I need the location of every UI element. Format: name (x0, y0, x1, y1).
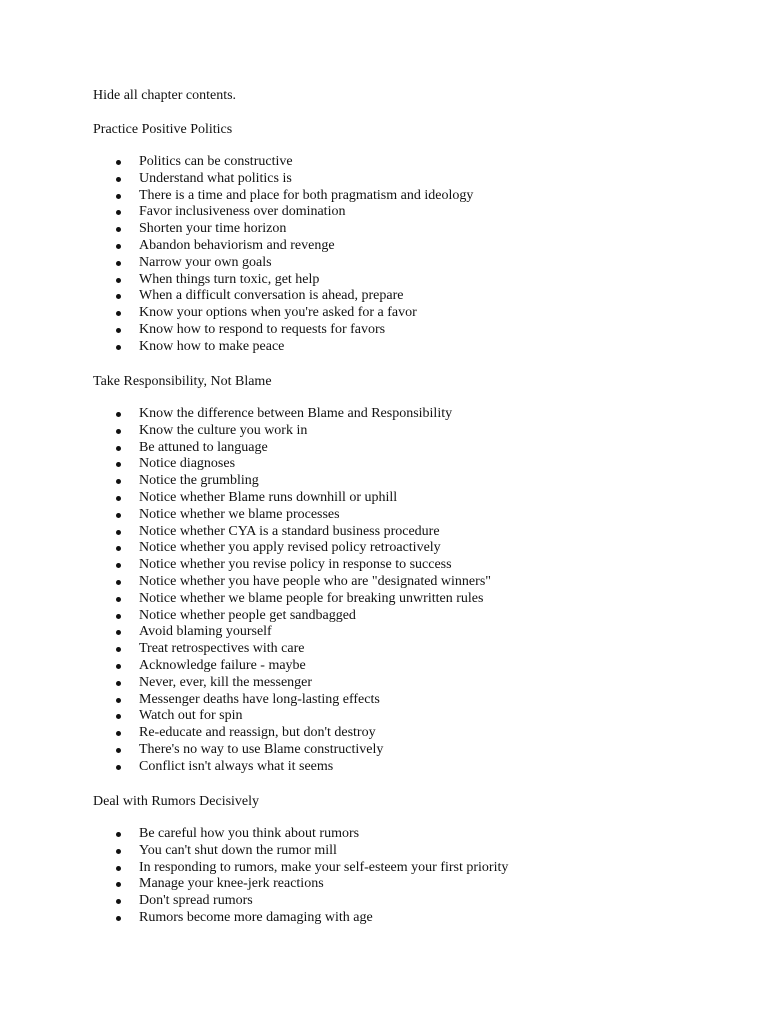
bullet-icon (116, 513, 121, 518)
list-item: Notice whether Blame runs downhill or uphill (0, 490, 491, 507)
list-item: Notice whether CYA is a standard business procedure (0, 524, 491, 541)
list-item: Avoid blaming yourself (0, 624, 491, 641)
list-item: When things turn toxic, get help (0, 272, 473, 289)
bullet-icon (116, 614, 121, 619)
list-item: Favor inclusiveness over domination (0, 204, 473, 221)
list-item: In responding to rumors, make your self-esteem your first priority (0, 860, 508, 877)
list-item: Don't spread rumors (0, 893, 508, 910)
list-item: There is a time and place for both pragmatism and ideology (0, 188, 473, 205)
section-list-positive-politics (0, 154, 473, 356)
list-item: Know the difference between Blame and Responsibility (0, 406, 491, 423)
list-item: Know how to make peace (0, 339, 473, 356)
list-item: Rumors become more damaging with age (0, 910, 508, 927)
bullet-icon (116, 261, 121, 266)
bullet-icon (116, 866, 121, 871)
bullet-icon (116, 278, 121, 283)
bullet-icon (116, 916, 121, 921)
bullet-icon (116, 899, 121, 904)
bullet-icon (116, 832, 121, 837)
section-list-responsibility (0, 406, 491, 776)
list-item: Notice the grumbling (0, 473, 491, 490)
list-item: Know your options when you're asked for a favor (0, 305, 473, 322)
list-item: Notice whether we blame processes (0, 507, 491, 524)
bullet-icon (116, 194, 121, 199)
list-item: Treat retrospectives with care (0, 641, 491, 658)
bullet-icon (116, 479, 121, 484)
bullet-icon (116, 731, 121, 736)
bullet-icon (116, 546, 121, 551)
bullet-icon (116, 681, 121, 686)
list-item: Watch out for spin (0, 708, 491, 725)
bullet-icon (116, 748, 121, 753)
list-item: Know how to respond to requests for favors (0, 322, 473, 339)
hide-contents-text: Hide all chapter contents. (93, 88, 237, 103)
bullet-icon (116, 597, 121, 602)
list-item: Notice whether you apply revised policy retroactively (0, 540, 491, 557)
section-heading-rumors: Deal with Rumors Decisively (93, 794, 260, 809)
list-item: Be careful how you think about rumors (0, 826, 508, 843)
section-heading-positive-politics: Practice Positive Politics (93, 122, 233, 137)
list-item: Conflict isn't always what it seems (0, 759, 491, 776)
bullet-icon (116, 244, 121, 249)
bullet-icon (116, 210, 121, 215)
bullet-icon (116, 664, 121, 669)
bullet-icon (116, 311, 121, 316)
bullet-icon (116, 849, 121, 854)
list-item: Re-educate and reassign, but don't destroy (0, 725, 491, 742)
bullet-icon (116, 647, 121, 652)
list-item: Politics can be constructive (0, 154, 473, 171)
list-item: Be attuned to language (0, 440, 491, 457)
bullet-icon (116, 294, 121, 299)
list-item: When a difficult conversation is ahead, prepare (0, 288, 473, 305)
list-item: Shorten your time horizon (0, 221, 473, 238)
list-item: Notice diagnoses (0, 456, 491, 473)
bullet-icon (116, 446, 121, 451)
list-item: Notice whether you have people who are "designated winners" (0, 574, 491, 591)
list-item: Notice whether we blame people for breaking unwritten rules (0, 591, 491, 608)
bullet-icon (116, 580, 121, 585)
list-item: There's no way to use Blame constructively (0, 742, 491, 759)
section-list-rumors (0, 826, 508, 927)
list-item: Manage your knee-jerk reactions (0, 876, 508, 893)
list-item: Know the culture you work in (0, 423, 491, 440)
bullet-icon (116, 160, 121, 165)
bullet-icon (116, 496, 121, 501)
bullet-icon (116, 177, 121, 182)
bullet-icon (116, 563, 121, 568)
list-item: Notice whether you revise policy in response to success (0, 557, 491, 574)
bullet-icon (116, 630, 121, 635)
bullet-icon (116, 412, 121, 417)
list-item: Notice whether people get sandbagged (0, 608, 491, 625)
section-heading-responsibility: Take Responsibility, Not Blame (93, 374, 272, 389)
bullet-icon (116, 328, 121, 333)
bullet-icon (116, 765, 121, 770)
list-item: Messenger deaths have long-lasting effects (0, 692, 491, 709)
list-item: Never, ever, kill the messenger (0, 675, 491, 692)
list-item: Understand what politics is (0, 171, 473, 188)
bullet-icon (116, 882, 121, 887)
bullet-icon (116, 429, 121, 434)
list-item: Acknowledge failure - maybe (0, 658, 491, 675)
list-item: You can't shut down the rumor mill (0, 843, 508, 860)
bullet-icon (116, 714, 121, 719)
list-item: Narrow your own goals (0, 255, 473, 272)
bullet-icon (116, 530, 121, 535)
list-item: Abandon behaviorism and revenge (0, 238, 473, 255)
bullet-icon (116, 698, 121, 703)
bullet-icon (116, 345, 121, 350)
bullet-icon (116, 462, 121, 467)
bullet-icon (116, 227, 121, 232)
